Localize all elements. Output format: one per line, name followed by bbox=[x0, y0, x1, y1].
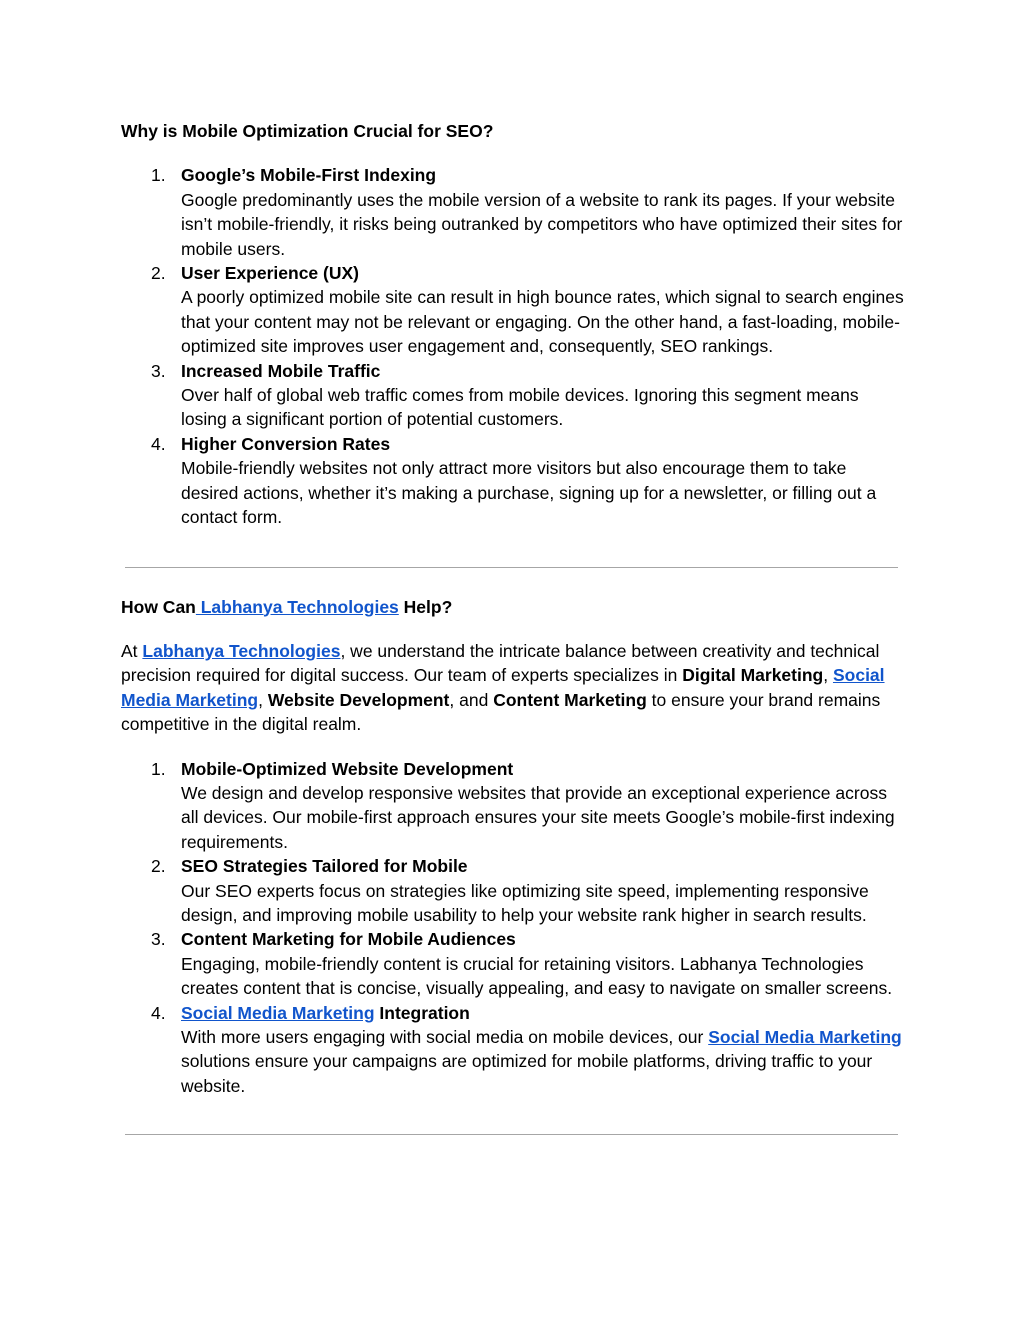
list-item-body: Mobile-friendly websites not only attract more visitors but also encourage them to take desired actions, whether it’s making a purchase, signing up for a newsletter, or filling out a contact form. bbox=[181, 458, 877, 528]
list-item-title: Mobile-Optimized Website Development bbox=[181, 758, 514, 779]
list-item-body bbox=[181, 1025, 906, 1098]
list-item bbox=[121, 163, 906, 261]
text-run: solutions ensure your campaigns are optimized for mobile platforms, driving traffic to your website. bbox=[181, 1051, 873, 1096]
text-run: With more users engaging with social media on mobile devices, our bbox=[181, 1027, 709, 1047]
title-text: Integration bbox=[374, 1002, 470, 1023]
list-item-body: We design and develop responsive websites that provide an exceptional experience across all devices. Our mobile-first approach ensures your site meets Google’s mobile-first indexing requirements. bbox=[181, 782, 895, 852]
list-item bbox=[121, 432, 906, 530]
list-item-title: SEO Strategies Tailored for Mobile bbox=[181, 856, 468, 877]
section1-heading: Why is Mobile Optimization Crucial for SEO? bbox=[121, 121, 494, 141]
list-item-title: Google’s Mobile-First Indexing bbox=[181, 165, 437, 186]
heading-text: How Can bbox=[121, 596, 196, 617]
social-media-marketing-link[interactable]: Social Media Marketing bbox=[708, 1027, 902, 1047]
labhanya-technologies-link[interactable]: Labhanya Technologies bbox=[142, 640, 341, 661]
bold-term: Website Development bbox=[267, 689, 450, 710]
list-item bbox=[121, 1001, 906, 1099]
text-run: , bbox=[258, 689, 268, 710]
section2-heading bbox=[121, 595, 906, 619]
social-media-marketing-link[interactable]: Social Media Marketing bbox=[121, 665, 885, 710]
list-item-body: Google predominantly uses the mobile version of a website to rank its pages. If your website isn’t mobile-friendly, it risks being outranked by competitors who have optimized their sites for mobile users. bbox=[181, 189, 903, 259]
list-item bbox=[121, 261, 906, 359]
list-number: 1. bbox=[151, 758, 166, 779]
section2-list bbox=[121, 757, 906, 1099]
document-content bbox=[121, 119, 906, 1135]
list-item-body: Engaging, mobile-friendly content is crucial for retaining visitors. Labhanya Technologies creates content that is concise, visually appealing, and easy to navigate on smaller screens. bbox=[181, 953, 893, 999]
list-item bbox=[121, 854, 906, 927]
list-number: 4. bbox=[151, 1002, 166, 1023]
list-item-title bbox=[181, 1001, 906, 1025]
bold-term: Digital Marketing bbox=[682, 665, 824, 686]
list-item bbox=[121, 927, 906, 1000]
section1-list bbox=[121, 163, 906, 529]
text-run: At bbox=[121, 640, 143, 661]
heading-text: Help? bbox=[398, 596, 453, 617]
text-run: to ensure your brand remains competitive in the digital realm. bbox=[121, 689, 881, 735]
list-number: 2. bbox=[151, 856, 166, 877]
list-number: 3. bbox=[151, 929, 166, 950]
list-item-title: Content Marketing for Mobile Audiences bbox=[181, 929, 516, 950]
text-run: , and bbox=[449, 689, 494, 710]
horizontal-divider bbox=[125, 1134, 898, 1135]
list-number: 4. bbox=[151, 433, 166, 454]
text-run: , bbox=[823, 665, 833, 686]
text-run: , we understand the intricate balance between creativity and technical precision required for digital success. Our team of experts specializes in bbox=[121, 640, 880, 686]
list-item-title: User Experience (UX) bbox=[181, 263, 359, 284]
list-item-title: Higher Conversion Rates bbox=[181, 433, 391, 454]
list-item bbox=[121, 757, 906, 855]
list-item-body: Over half of global web traffic comes from mobile devices. Ignoring this segment means losing a significant portion of potential customers. bbox=[181, 385, 859, 430]
horizontal-divider bbox=[125, 567, 898, 568]
intro-paragraph bbox=[121, 639, 906, 737]
social-media-marketing-link[interactable]: Social Media Marketing bbox=[181, 1002, 375, 1023]
list-item-body: Our SEO experts focus on strategies like optimizing site speed, implementing responsive design, and improving mobile usability to help your website rank higher in search results. bbox=[181, 880, 869, 925]
labhanya-technologies-link[interactable]: Labhanya Technologies bbox=[195, 596, 399, 617]
bold-term: Content Marketing bbox=[493, 689, 647, 710]
list-item-title: Increased Mobile Traffic bbox=[181, 360, 381, 381]
list-number: 1. bbox=[151, 165, 166, 186]
list-item bbox=[121, 359, 906, 432]
list-number: 2. bbox=[151, 263, 166, 284]
list-item-body: A poorly optimized mobile site can result in high bounce rates, which signal to search engines that your content may not be relevant or engaging. On the other hand, a fast-loading, mobile-optimized site improves user engagement and, consequently, SEO rankings. bbox=[181, 287, 904, 357]
list-number: 3. bbox=[151, 360, 166, 381]
